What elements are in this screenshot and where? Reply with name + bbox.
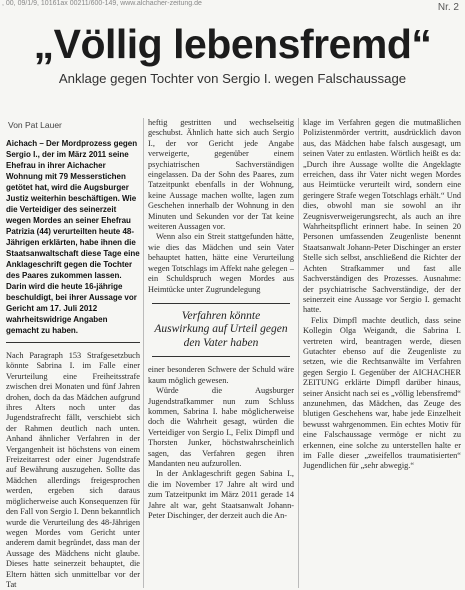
body-paragraph: klage im Verfahren gegen die mutmaßlichen Polizistenmörder vertritt, ausdrücklich davon aus, das Mädchen habe falsch ausgesagt, um seinen Vater zu entlasten. Wörtlich heißt es da: „Durch ihre Aussage wollte die Angeklagte erreichen, dass ihr Vater nicht wegen Mordes aus Heimtücke verurteilt wird, sondern eine geringere Strafe wegen Totschlags erhält.“ Und dies, obwohl man sie sowohl an ihr Zeugnisverweigerungsrecht, als auch an ihre Wahrheitspflicht erinnert habe. In seinen 20 Personen umfassenden Zeugenliste benennt Staatsanwalt Johann-Peter Dischinger an erster Stelle sich selbst, anschließend die Richter der Achten Strafkammer und fast alle Sachverständigen des Prozesses. Ausnahme: der psychiatrische Sachverständige, der der seinerzeit eine Aussage vor Sergio I. gemacht hatte. (303, 118, 461, 315)
column-divider (298, 118, 299, 588)
column-divider (143, 118, 144, 588)
body-paragraph: Felix Dimpfl machte deutlich, dass seine Kollegin Olga Weigandt, die Sabrina I. vertreten wird, beantragen werde, diesen Gutachter ebenso auf die Zeugenliste zu setzen, wie die Rechtsanwälte im Verfahren gegen Sergio I. Gegenüber der AICHACHER ZEITUNG erklärte Dimpfl darüber hinaus, seiner Ansicht nach sei es „völlig lebensfremd“ anzunehmen, das Mädchen, das Zeuge des blutigen Geschehens war, habe jede Einzelheit bewusst wahrgenommen. Ein echtes Motiv für eine Falschaussage vermöge er nicht zu erkennen, eine solche zu unterstellen halte er im Falle dieser „zweifellos traumatisierten“ Jugendlichen für „sehr abwegig.“ (303, 315, 461, 471)
article-subheadline: Anklage gegen Tochter von Sergio I. wegen Falschaussage (58, 71, 407, 86)
body-paragraph: heftig gestritten und wechselseitig geschubst. Ähnlich hatte sich auch Sergio I., der vor Gericht jede Angabe verweigerte, gegenüber einem psychiatrischen Sachverständigen eingelassen. Da der Sohn des Paares, zum Tatzeitpunkt ebenfalls in der Wohnung, keine Aussage machen wollte, lagen zum Geschehen innerhalb der Wohnung in den Minuten und Sekunden vor der Tat keine weiteren Aussagen vor. (148, 118, 294, 232)
pull-quote: Verfahren könnte Auswirkung auf Urteil gegen den Vater haben (152, 303, 290, 358)
body-paragraph: Nach Paragraph 153 Strafgesetzbuch könnte Sabrina I. im Falle einer Verurteilung eine Freiheitsstrafe zwischen drei Monaten und fünf Jahren drohen, doch da das Mädchen aufgrund ihres Alters noch unter das Jugendstrafrecht fällt, verschiebt sich der Rahmen deutlich nach unten. Anhand ähnlicher Verfahren in der Vergangenheit ist höchstens von einem Freizeitarrest oder einer Jugendstrafe auf Bewährung auszugehen. Sollte das Mädchen allerdings freigesprochen werden, ergeben sich daraus möglicherweise auch Konsequenzen für den Fall von Sergio I. Denn bekanntlich wurde die Verurteilung des 48-Jährigen wegen Mordes vom Gericht unter anderem damit begründet, dass man der Aussage des Mädchens nicht glaube. Dieses hatte seinerzeit behauptet, die Eltern hätten sich unmittelbar vor der Tat (6, 351, 140, 589)
body-paragraph: In der Anklageschrift gegen Sabina I., die im November 17 Jahre alt wird und zum Tatzeitpunkt im März 2011 gerade 14 Jahre alt war, geht Staatsanwalt Johann-Peter Dischinger, der derzeit auch die An- (148, 469, 294, 521)
body-paragraph: Wenn also ein Streit stattgefunden hätte, wie dies das Mädchen und sein Vater behauptet hatten, hätte eine Verurteilung wegen Totschlags im Affekt nahe gelegen – ein Schuldspruch wegen Mordes aus Heimtücke unter Zugrundelegung (148, 232, 294, 294)
column-2 (148, 118, 294, 522)
article-headline: „Völlig lebensfremd“ (33, 21, 432, 67)
column-3 (303, 118, 461, 472)
body-paragraph: Würde die Augsburger Jugendstrafkammer nun zum Schluss kommen, Sabrina I. habe möglicherweise doch die Wahrheit gesagt, würden die Verteidiger von Sergio I., Felix Dimpfl und Thorsten Junker, höchstwahrscheinlich sagen, das Verfahren gegen ihren Mandanten neu aufzurollen. (148, 386, 294, 469)
column-1 (6, 138, 140, 590)
lead-paragraph: Aichach – Der Mordprozess gegen Sergio I., der im März 2011 seine Ehefrau in ihrer Aichacher Wohnung mit 79 Messerstichen getötet hat, wird die Augsburger Justiz weiterhin beschäftigen. Wie die Verteidiger des seinerzeit wegen Mordes an seiner Ehefrau Patrizia (44) verurteilten heute 48-Jährigen erklärten, habe ihnen die Staatsanwaltschaft diese Tage eine Anklageschrift gegen die Tochter des Paares zukommen lassen. Darin wird die heute 16-jährige beschuldigt, bei ihrer Aussage vor Gericht am 17. Juli 2012 wahrheitswidrige Angaben gemacht zu haben. (6, 138, 140, 343)
page-number: Nr. 2 (437, 2, 459, 13)
masthead-meta: , 00, 09/1/9, 10161ax 00211/600-149, www.alchacher-zeitung.de (2, 0, 202, 7)
author-byline: Von Pat Lauer (8, 120, 62, 130)
body-paragraph: einer besonderen Schwere der Schuld wäre kaum möglich gewesen. (148, 365, 294, 385)
